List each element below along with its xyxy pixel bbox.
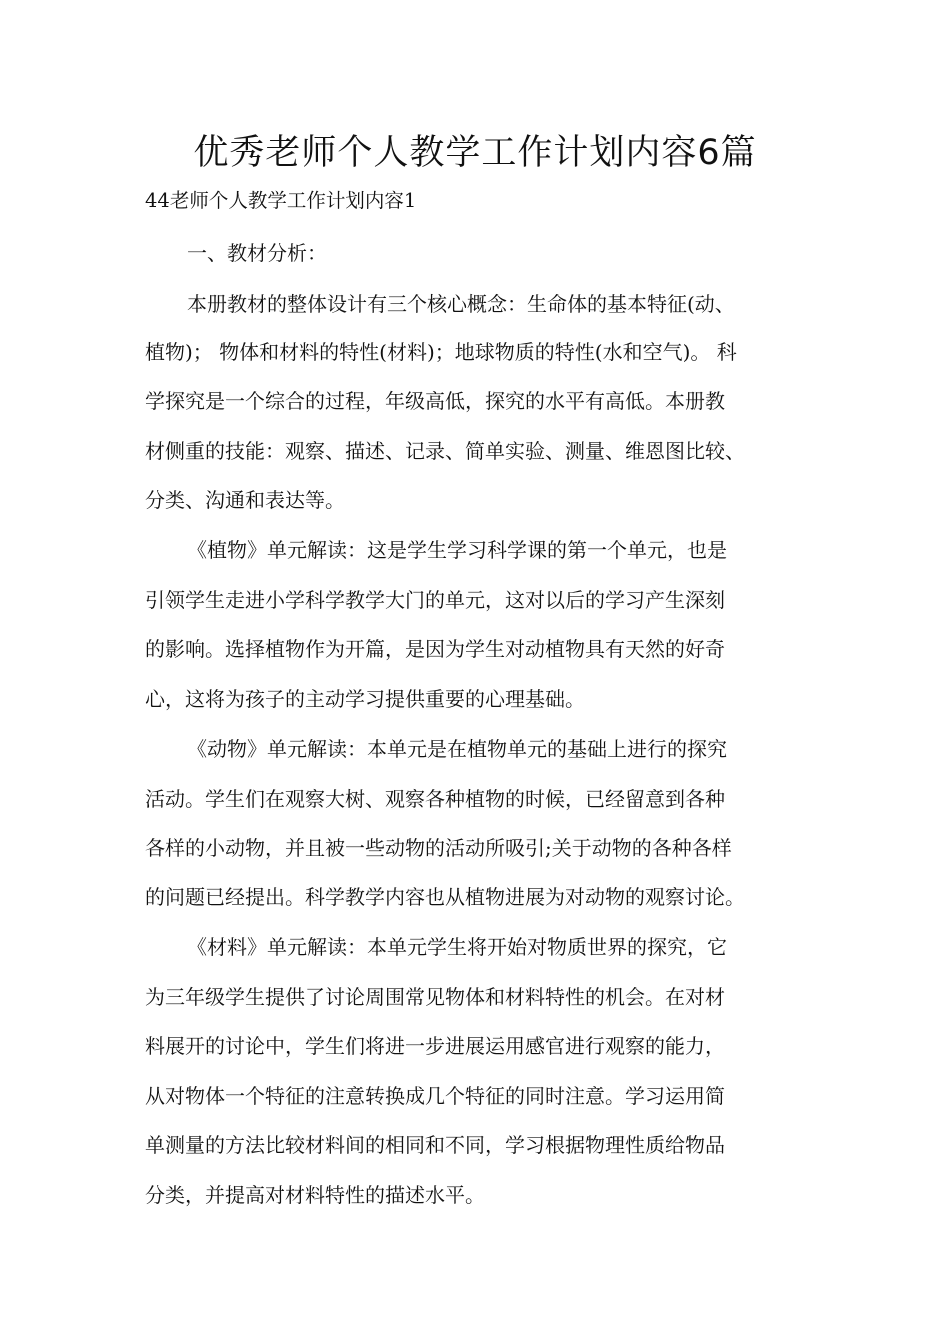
paragraph-line: 《动物》单元解读：本单元是在植物单元的基础上进行的探究 bbox=[187, 737, 727, 761]
paragraph-line: 心，这将为孩子的主动学习提供重要的心理基础。 bbox=[145, 687, 585, 711]
section-heading-teaching-analysis: 一、教材分析： bbox=[187, 241, 327, 265]
paragraph-line: 《材料》单元解读：本单元学生将开始对物质世界的探究，它 bbox=[187, 935, 727, 959]
paragraph-line: 为三年级学生提供了讨论周围常见物体和材料特性的机会。在对材 bbox=[145, 985, 725, 1009]
paragraph-line: 学探究是一个综合的过程，年级高低，探究的水平有高低。本册教 bbox=[145, 389, 725, 413]
paragraph-line: 的问题已经提出。科学教学内容也从植物进展为对动物的观察讨论。 bbox=[145, 885, 745, 909]
paragraph-line: 活动。学生们在观察大树、观察各种植物的时候，已经留意到各种 bbox=[145, 787, 725, 811]
paragraph-line: 料展开的讨论中，学生们将进一步进展运用感官进行观察的能力， bbox=[145, 1034, 725, 1058]
paragraph-line: 各样的小动物，并且被一些动物的活动所吸引;关于动物的各种各样 bbox=[145, 836, 732, 860]
paragraph-line: 本册教材的整体设计有三个核心概念：生命体的基本特征(动、 bbox=[187, 292, 735, 316]
paragraph-line: 引领学生走进小学科学教学大门的单元，这对以后的学习产生深刻 bbox=[145, 588, 725, 612]
paragraph-line: 植物)； 物体和材料的特性(材料)；地球物质的特性(水和空气)。 科 bbox=[145, 340, 737, 364]
paragraph-line: 单测量的方法比较材料间的相同和不同，学习根据物理性质给物品 bbox=[145, 1133, 725, 1157]
paragraph-line: 分类、沟通和表达等。 bbox=[145, 488, 345, 512]
paragraph-line: 材侧重的技能：观察、描述、记录、简单实验、测量、维恩图比较、 bbox=[145, 439, 745, 463]
paragraph-line: 的影响。选择植物作为开篇，是因为学生对动植物具有天然的好奇 bbox=[145, 637, 725, 661]
section-heading: 44老师个人教学工作计划内容1 bbox=[145, 189, 417, 212]
paragraph-line: 分类，并提高对材料特性的描述水平。 bbox=[145, 1183, 485, 1207]
paragraph-line: 从对物体一个特征的注意转换成几个特征的同时注意。学习运用简 bbox=[145, 1084, 725, 1108]
document-title: 优秀老师个人教学工作计划内容6篇 bbox=[193, 133, 757, 173]
paragraph-line: 《植物》单元解读：这是学生学习科学课的第一个单元，也是 bbox=[187, 538, 727, 562]
